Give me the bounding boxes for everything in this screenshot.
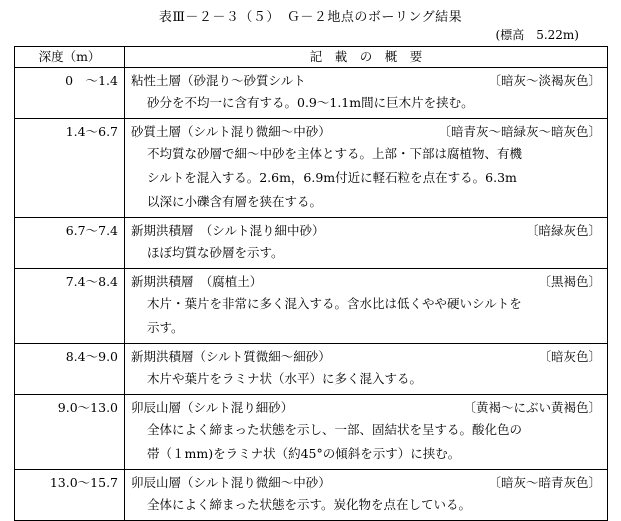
depth-cell: 13.0～15.7 [15, 470, 125, 521]
table-row [15, 269, 608, 344]
table-row [15, 68, 608, 119]
layer-name: 粘性土層（砂混り～砂質シルト [131, 73, 306, 88]
table-row [15, 344, 608, 395]
description-line: 全体によく締まった状態を示し、一部、固結状を呈する。酸化色の [147, 422, 523, 437]
description-line: 不均質な砂層で細～中砂を主体とする。上部・下部は腐植物、有機 [147, 146, 523, 161]
layer-name: 新期洪積層（シルト質微細～細砂） [131, 349, 331, 364]
depth-cell: 7.4～8.4 [15, 269, 125, 344]
description-line: 以深に小礫含有層を狭在する。 [147, 194, 323, 209]
layer-name: 砂質土層（シルト混り微細～中砂） [131, 124, 331, 139]
header-row [15, 47, 608, 68]
layer-color: 〔暗青灰～暗緑灰～暗灰色〕 [438, 124, 601, 139]
layer-color: 〔暗灰～淡褐灰色〕 [488, 73, 601, 88]
depth-cell: 9.0～13.0 [15, 395, 125, 470]
description-cell [125, 395, 608, 470]
layer-color: 〔暗灰～暗青灰色〕 [488, 475, 601, 490]
description-cell [125, 218, 608, 269]
depth-cell: 8.4～9.0 [15, 344, 125, 395]
table-row [15, 218, 608, 269]
description-line: シルトを混入する。2.6m，6.9m付近に軽石粒を点在する。6.3m [147, 170, 517, 185]
description-cell [125, 269, 608, 344]
depth-cell: 1.4～6.7 [15, 119, 125, 218]
layer-name: 卯辰山層（シルト混り微細～中砂） [131, 475, 331, 490]
description-line: 砂分を不均一に含有する。0.9～1.1m間に巨木片を挟む。 [147, 95, 474, 110]
layer-color: 〔暗灰色〕 [538, 349, 601, 364]
layer-color: 〔黄褐～にぶい黄褐色〕 [463, 400, 601, 415]
depth-cell: 0 ～1.4 [15, 68, 125, 119]
description-line: 全体によく締まった状態を示す。炭化物を点在している。 [147, 497, 472, 512]
boring-log-table [14, 46, 608, 521]
table-row [15, 395, 608, 470]
layer-name: 新期洪積層 （腐植土） [131, 274, 263, 289]
layer-color: 〔黒褐色〕 [538, 274, 601, 289]
depth-cell: 6.7～7.4 [15, 218, 125, 269]
description-line: 帯（１mm)をラミナ状（約45°の傾斜を示す）に挟む。 [147, 446, 461, 461]
description-line: 木片・葉片を非常に多く混入する。含水比は低くやや硬いシルトを [147, 296, 522, 311]
table-row [15, 470, 608, 521]
description-line: ほぼ均質な砂層を示す。 [147, 245, 284, 260]
description-cell [125, 470, 608, 521]
layer-color: 〔暗緑灰色〕 [525, 223, 601, 238]
layer-name: 卯辰山層（シルト混り細砂） [131, 400, 294, 415]
elevation-note: (標高 5.22m) [495, 28, 579, 42]
description-cell [125, 68, 608, 119]
description-cell [125, 344, 608, 395]
table-body [15, 68, 608, 521]
layer-name: 新期洪積層 （シルト混り細中砂） [131, 223, 325, 238]
description-cell [125, 119, 608, 218]
summary-header: 記 載 の 概 要 [125, 47, 608, 68]
table-title: 表Ⅲ－２－３（５） Ｇ－２地点のボーリング結果 [158, 10, 463, 25]
description-line: 木片や葉片をラミナ状（水平）に多く混入する。 [147, 371, 423, 386]
table-row [15, 119, 608, 218]
depth-header: 深度（m） [15, 47, 125, 68]
description-line: 示す。 [147, 320, 184, 335]
